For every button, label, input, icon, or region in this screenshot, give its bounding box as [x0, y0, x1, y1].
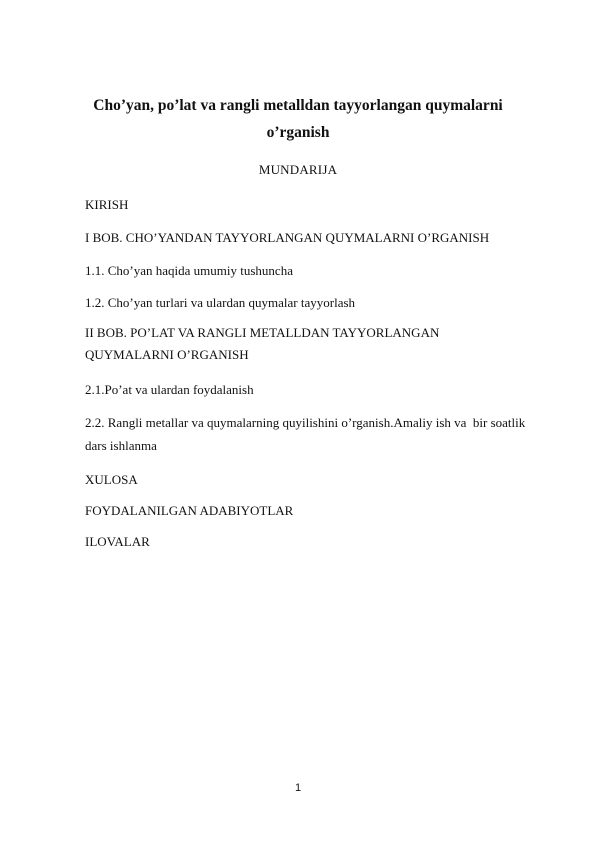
toc-item-chapter-1: I BOB. CHO’YANDAN TAYYORLANGAN QUYMALARNI O’RGANISH	[85, 230, 490, 245]
document-title: Cho’yan, po’lat va rangli metalldan tayyorlangan quymalarni o’rganish	[93, 97, 503, 141]
toc-item-section-2-1: 2.1.Po’at va ulardan foydalanish	[85, 382, 254, 397]
toc-item-references: FOYDALANILGAN ADABIYOTLAR	[85, 503, 294, 518]
page-number: 1	[294, 782, 302, 794]
toc-item-conclusion: XULOSA	[85, 472, 138, 487]
toc-item-section-1-2: 1.2. Cho’yan turlari va ulardan quymalar tayyorlash	[85, 295, 356, 310]
toc-item-introduction: KIRISH	[85, 197, 129, 212]
toc-heading: MUNDARIJA	[258, 162, 338, 177]
toc-item-section-1-1: 1.1. Cho’yan haqida umumiy tushuncha	[85, 263, 293, 278]
toc-item-appendices: ILOVALAR	[85, 534, 150, 549]
toc-item-chapter-2: II BOB. PO’LAT VA RANGLI METALLDAN TAYYORLANGAN QUYMALARNI O’RGANISH	[85, 325, 443, 362]
toc-item-section-2-2: 2.2. Rangli metallar va quymalarning quyilishini o’rganish.Amaliy ish va bir soatlik dars ishlanma	[85, 415, 529, 453]
